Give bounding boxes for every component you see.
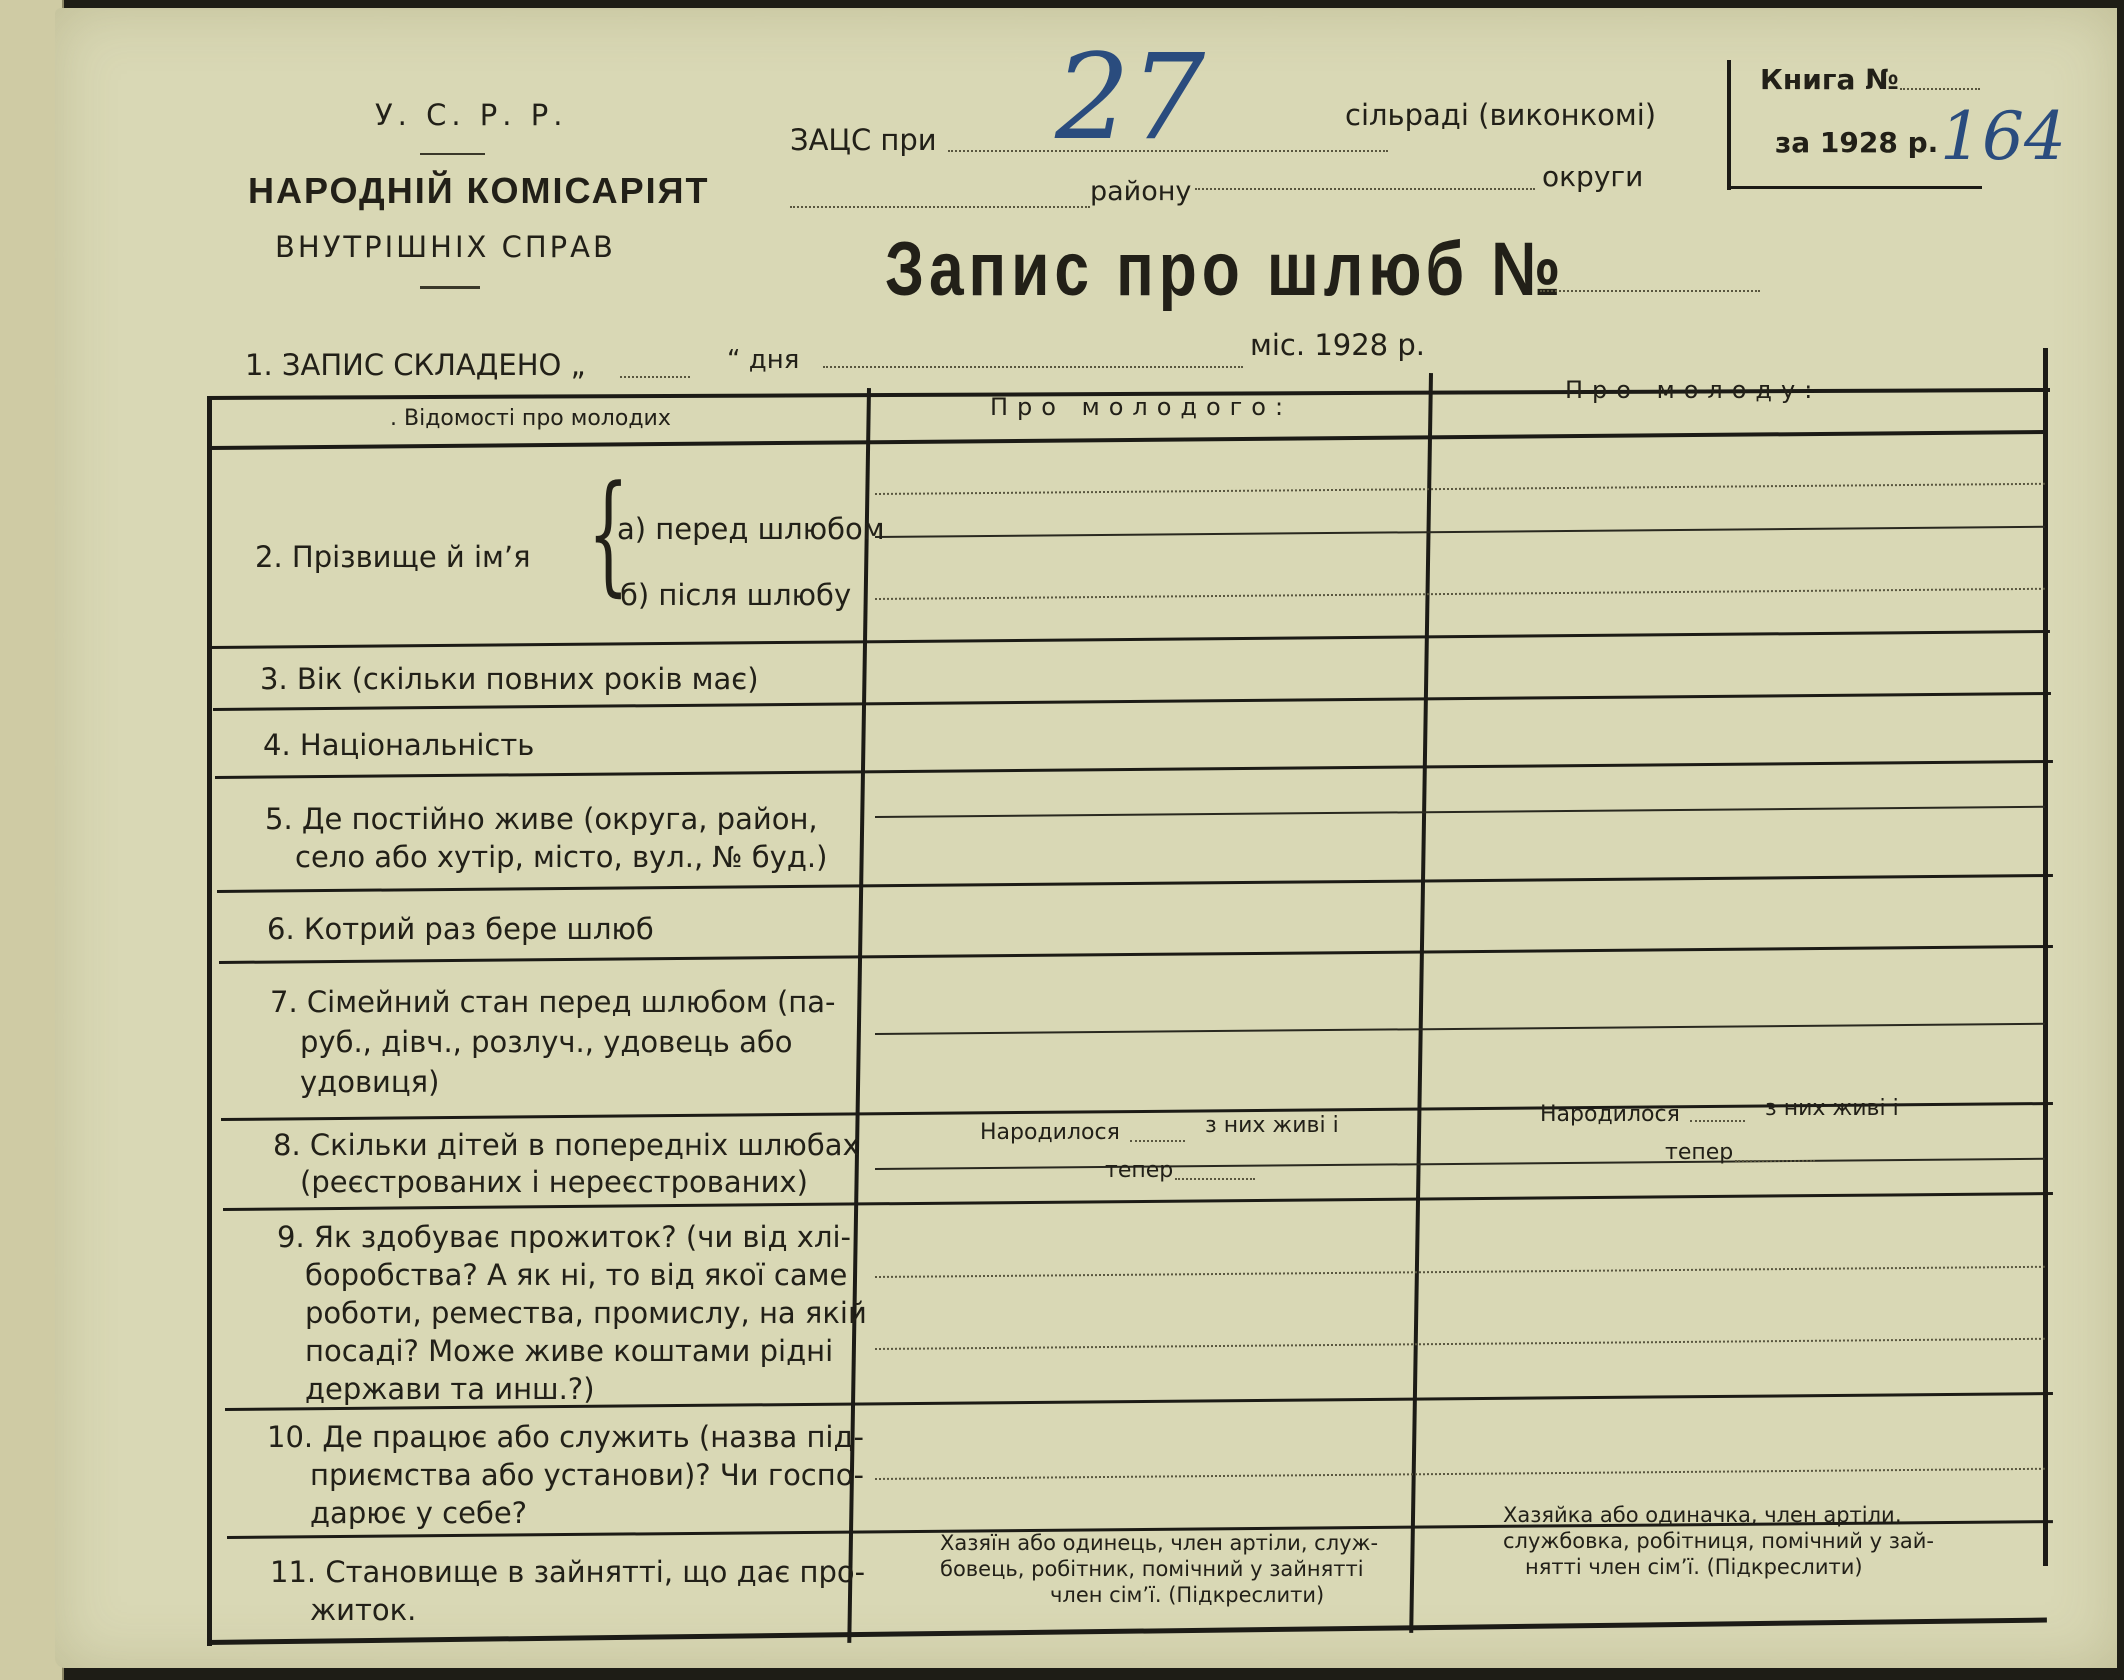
row-separator <box>210 630 2050 649</box>
county-field-line <box>1195 188 1535 190</box>
bride-children-alive-label: з них живі і <box>1765 1096 1899 1121</box>
book-box-bottom-border <box>1727 186 1982 189</box>
entry-line <box>875 1023 2045 1035</box>
row-10-label-line2: приємства або установи)? Чи госпо- <box>310 1458 864 1492</box>
groom-column-header: Про молодого: <box>990 393 1293 421</box>
table-bottom-border <box>207 1618 2047 1645</box>
table-left-border <box>207 398 212 1646</box>
row-8-label-line2: (реєстрованих і нереєстрованих) <box>300 1165 808 1199</box>
bride-occupation-status-line1: Хазяйка або одиначка, член артіли, <box>1503 1503 1902 1527</box>
name-brace: { <box>587 457 630 609</box>
entry-line <box>875 1266 2045 1278</box>
entry-line <box>875 806 2045 818</box>
commissariat-title: НАРОДНІЙ КОМІСАРІЯТ <box>248 170 710 211</box>
entry-line <box>875 588 2045 600</box>
bride-children-born-line <box>1690 1120 1745 1122</box>
divider <box>420 286 480 289</box>
row-2-label: 2. Прізвище й ім’я <box>255 540 531 574</box>
entry-line <box>875 1338 2045 1350</box>
row-4-label: 4. Національність <box>263 728 535 762</box>
row-6-label: 6. Котрий раз бере шлюб <box>267 912 654 946</box>
header-bottom-border <box>210 430 2045 450</box>
year-label: за 1928 р. <box>1775 126 1939 159</box>
book-box-left-border <box>1727 60 1731 190</box>
row-9-label-line4: посаді? Може живе коштами рідні <box>305 1334 834 1368</box>
row-10-label-line3: дарює у себе? <box>310 1496 528 1530</box>
groom-children-born-line <box>1130 1140 1185 1142</box>
commissariat-subtitle: ВНУТРІШНІХ СПРАВ <box>275 230 616 264</box>
book-number-line <box>1900 88 1980 90</box>
groom-occupation-status-line1: Хазяїн або одинець, член артіли, служ- <box>940 1531 1379 1555</box>
district-field-line <box>790 206 1090 208</box>
row-3-label: 3. Вік (скільки повних років має) <box>260 662 759 696</box>
groom-children-now-label: тепер <box>1105 1158 1174 1183</box>
row-2b-label: б) після шлюбу <box>620 578 852 612</box>
row-9-label-line3: роботи, ремества, промислу, на якій <box>305 1296 867 1330</box>
entry-line <box>875 483 2045 495</box>
form-title: Запис про шлюб № <box>885 227 1566 312</box>
table-right-border <box>2043 348 2048 1566</box>
row-10-label-line1: 10. Де працює або служить (назва під- <box>267 1420 864 1454</box>
record-day-label: “ дня <box>727 345 800 375</box>
record-month-label: міс. 1928 р. <box>1250 328 1425 362</box>
row-9-label-line2: боробства? А як ні, то від якої саме <box>305 1258 848 1292</box>
row-7-label-line2: руб., дівч., розлуч., удовець або <box>300 1025 793 1059</box>
groom-children-now-line <box>1175 1178 1255 1180</box>
column-divider-2 <box>1409 373 1433 1633</box>
village-council-label: сільраді (виконкомі) <box>1345 98 1657 132</box>
entry-line <box>875 1158 2045 1170</box>
entry-line <box>875 1468 2045 1480</box>
row-5-label-line1: 5. Де постійно живе (округа, район, <box>265 802 818 836</box>
book-number-label: Книга № <box>1760 63 1899 96</box>
record-date-prefix: 1. ЗАПИС СКЛАДЕНО „ <box>245 348 586 382</box>
groom-occupation-status-line2: бовець, робітник, помічний у зайнятті <box>940 1557 1364 1581</box>
groom-occupation-status-line3: член сім’ї. (Підкреслити) <box>1050 1583 1325 1607</box>
bride-column-header: Про молоду: <box>1565 376 1822 404</box>
handwritten-zags-number: 27 <box>1055 28 1206 166</box>
bride-children-now-line <box>1735 1160 1815 1162</box>
row-9-label-line5: держави та инш.?) <box>305 1372 595 1406</box>
handwritten-page-number: 164 <box>1940 98 2066 175</box>
groom-children-alive-label: з них живі і <box>1205 1113 1339 1138</box>
bride-children-born-label: Народилося <box>1540 1102 1680 1127</box>
record-day-line <box>620 376 690 378</box>
record-month-line <box>823 366 1243 368</box>
bride-children-now-label: тепер <box>1665 1140 1734 1165</box>
bride-occupation-status-line3: нятті член сім’ї. (Підкреслити) <box>1525 1555 1863 1579</box>
row-7-label-line1: 7. Сімейний стан перед шлюбом (па- <box>270 985 836 1019</box>
bride-occupation-status-line2: службовка, робітниця, помічний у зай- <box>1503 1529 1934 1553</box>
republic-label: У. С. Р. Р. <box>375 98 568 132</box>
form-page <box>55 8 2117 1668</box>
groom-children-born-label: Народилося <box>980 1120 1120 1145</box>
record-number-line <box>1540 290 1760 292</box>
row-2a-label: а) перед шлюбом <box>617 512 885 546</box>
row-11-label-line2: житок. <box>310 1593 417 1627</box>
row-separator <box>217 874 2053 893</box>
county-label: округи <box>1542 160 1644 193</box>
district-label: району <box>1090 176 1192 207</box>
row-7-label-line3: удовиця) <box>300 1065 440 1099</box>
zags-prefix: ЗАЦС при <box>790 123 937 157</box>
name-before-line <box>875 526 2045 538</box>
row-11-label-line1: 11. Становище в зайнятті, що дає про- <box>270 1555 866 1589</box>
info-column-header: . Відомості про молодих <box>390 406 671 431</box>
divider <box>420 153 485 155</box>
row-8-label-line1: 8. Скільки дітей в попередніх шлюбах <box>273 1128 860 1162</box>
row-9-label-line1: 9. Як здобуває прожиток? (чи від хлі- <box>277 1220 852 1254</box>
row-5-label-line2: село або хутір, місто, вул., № буд.) <box>295 840 828 874</box>
